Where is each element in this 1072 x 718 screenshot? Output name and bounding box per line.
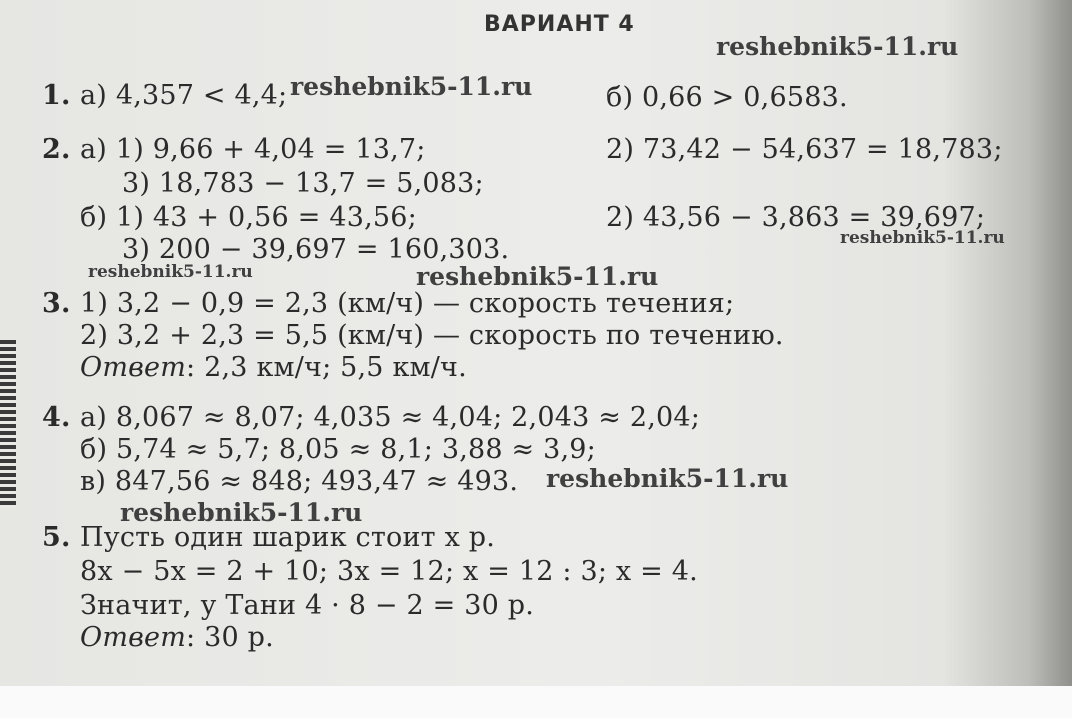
task-4-part-b: б) 5,74 ≈ 5,7; 8,05 ≈ 8,1; 3,88 ≈ 3,9;: [80, 434, 596, 465]
task-4-part-c: в) 847,56 ≈ 848; 493,47 ≈ 493.: [80, 466, 519, 497]
task-2-b-line-3: 3) 200 − 39,697 = 160,303.: [122, 234, 510, 265]
task-5-line-3: Значит, у Тани 4 · 8 − 2 = 30 р.: [80, 590, 535, 621]
task-2-a-line-3: 3) 18,783 − 13,7 = 5,083;: [122, 168, 484, 199]
task-5-answer: [80, 622, 274, 654]
task-2-number: 2.: [42, 134, 71, 165]
task-3-answer: [80, 352, 467, 384]
watermark-text: reshebnik5-11.ru: [546, 464, 789, 493]
task-2-a-line-2: 2) 73,42 − 54,637 = 18,783;: [606, 134, 1003, 165]
task-2-b-line-2: 2) 43,56 − 3,863 = 39,697;: [606, 202, 986, 233]
task-4-number: 4.: [42, 402, 71, 433]
task-4-part-a: а) 8,067 ≈ 8,07; 4,035 ≈ 4,04; 2,043 ≈ 2,04;: [80, 402, 701, 433]
task-3-number: 3.: [42, 288, 71, 319]
watermark-text: reshebnik5-11.ru: [840, 228, 1005, 248]
watermark-text: reshebnik5-11.ru: [120, 498, 363, 527]
task-1-number: 1.: [42, 80, 71, 111]
page-binding-edge: [0, 340, 16, 508]
answer-value: : 2,3 км/ч; 5,5 км/ч.: [186, 352, 467, 383]
page-bottom-margin: [0, 686, 1072, 718]
task-3-line-1: 1) 3,2 − 0,9 = 2,3 (км/ч) — скорость течения;: [80, 288, 735, 319]
task-1-part-a: а) 4,357 < 4,4;: [80, 80, 288, 111]
watermark-text: reshebnik5-11.ru: [416, 262, 659, 291]
task-1-part-b: б) 0,66 > 0,6583.: [606, 82, 848, 113]
watermark-text: reshebnik5-11.ru: [716, 32, 959, 61]
task-5-line-1: Пусть один шарик стоит x р.: [80, 522, 496, 553]
task-5-line-2: 8x − 5x = 2 + 10; 3x = 12; x = 12 : 3; x = 4.: [80, 556, 698, 587]
answer-label: Ответ: [80, 352, 187, 383]
task-3-line-2: 2) 3,2 + 2,3 = 5,5 (км/ч) — скорость по течению.: [80, 320, 784, 351]
task-5-number: 5.: [42, 522, 71, 553]
watermark-text: reshebnik5-11.ru: [290, 72, 533, 101]
variant-title: ВАРИАНТ 4: [484, 12, 635, 37]
task-2-b-line-1: б) 1) 43 + 0,56 = 43,56;: [80, 202, 417, 233]
answer-label: Ответ: [80, 622, 187, 653]
watermark-text: reshebnik5-11.ru: [88, 262, 253, 282]
answer-value: : 30 р.: [186, 622, 274, 653]
task-2-a-line-1: а) 1) 9,66 + 4,04 = 13,7;: [80, 134, 426, 165]
